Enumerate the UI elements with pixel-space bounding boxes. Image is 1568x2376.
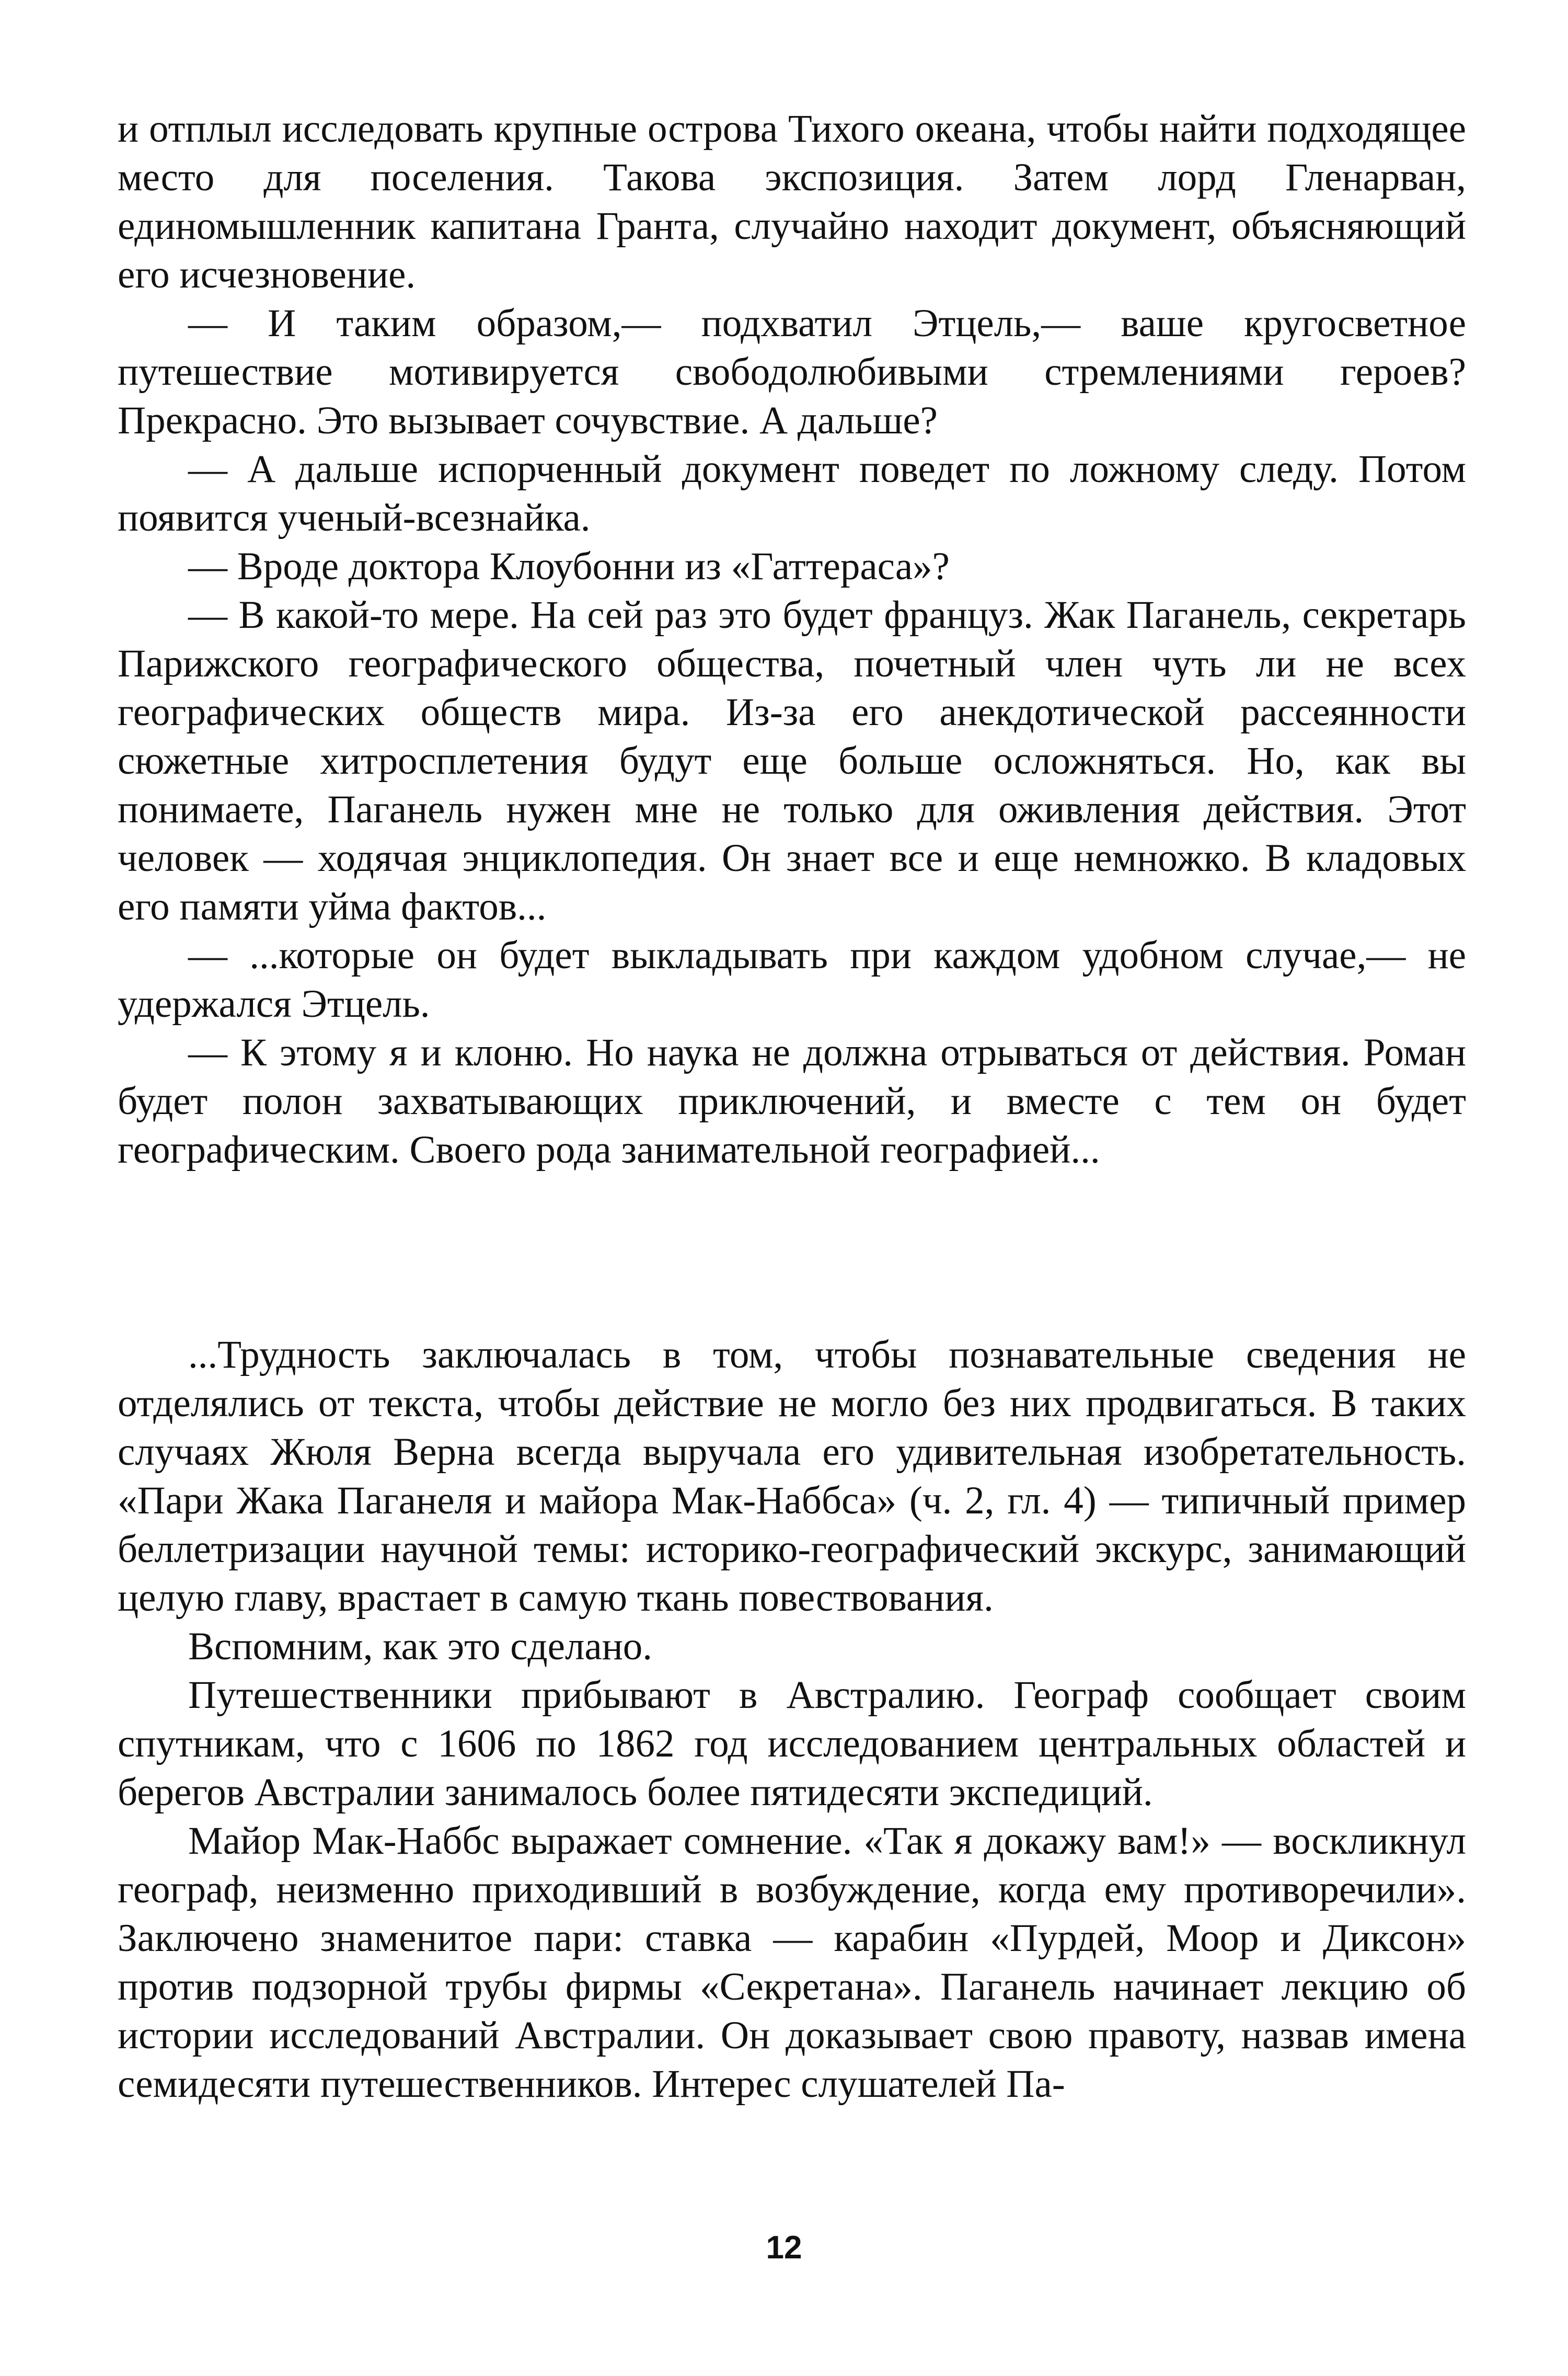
narrative-section bbox=[118, 1330, 1466, 2108]
paragraph: — В какой-то мере. На сей раз это будет француз. Жак Паганель, секретарь Парижского географического общества, почетный член чуть ли не всех географических обществ мира. Из-за его анекдотической рассеянности сюжетные хитросплетения будут еще больше осложняться. Но, как вы понимаете, Паганель нужен мне не только для оживления действия. Этот человек — ходячая энциклопедия. Он знает все и еще немножко. В кладовых его памяти уйма фактов... bbox=[118, 593, 1466, 928]
paragraph: — К этому я и клоню. Но наука не должна отрываться от действия. Роман будет полон захватывающих приключений, и вместе с тем он будет географическим. Своего рода занимательной географией... bbox=[118, 1031, 1466, 1172]
paragraph: — ...которые он будет выкладывать при каждом удобном случае,— не удержался Этцель. bbox=[118, 934, 1466, 1026]
paragraph: — И таким образом,— подхватил Этцель,— ваше кругосветное путешествие мотивируется свободолюбивыми стремлениями героев? Прекрасно. Это вызывает сочувствие. А дальше? bbox=[118, 302, 1466, 442]
paragraph: и отплыл исследовать крупные острова Тихого океана, чтобы найти подходящее место для поселения. Такова экспозиция. Затем лорд Гленарван, единомышленник капитана Гранта, случайно находит документ, объясняющий его исчезновение. bbox=[118, 107, 1466, 296]
paragraph: ...Трудность заключалась в том, чтобы познавательные сведения не отделялись от текста, чтобы действие не могло без них продвигаться. В таких случаях Жюля Верна всегда выручала его удивительная изобретательность. «Пари Жака Паганеля и майора Мак-Наббса» (ч. 2, гл. 4) — типичный пример беллетризации научной темы: историко-географический экскурс, занимающий целую главу, врастает в самую ткань повествования. bbox=[118, 1333, 1466, 1620]
dialogue-section bbox=[118, 105, 1466, 1174]
paragraph: — Вроде доктора Клоубонни из «Гаттераса»? bbox=[188, 545, 950, 588]
paragraph: Майор Мак-Наббс выражает сомнение. «Так я докажу вам!» — воскликнул географ, неизменно приходивший в возбуждение, когда ему противоречили». Заключено знаменитое пари: ставка — карабин «Пурдей, Моор и Диксон» против подзорной трубы фирмы «Секретана». Паганель начинает лекцию об истории исследований Австралии. Он доказывает свою правоту, назвав имена семидесяти путешественников. Интерес слушателей Па- bbox=[118, 1819, 1466, 2106]
paragraph: — А дальше испорченный документ поведет по ложному следу. Потом появится ученый-всезнайка. bbox=[118, 447, 1466, 540]
paragraph: Вспомним, как это сделано. bbox=[188, 1625, 653, 1668]
paragraph: Путешественники прибывают в Австралию. Географ сообщает своим спутникам, что с 1606 по 1862 год исследованием центральных областей и берегов Австралии занималось более пятидесяти экспедиций. bbox=[118, 1673, 1466, 1814]
page-number: 12 bbox=[766, 2230, 802, 2266]
